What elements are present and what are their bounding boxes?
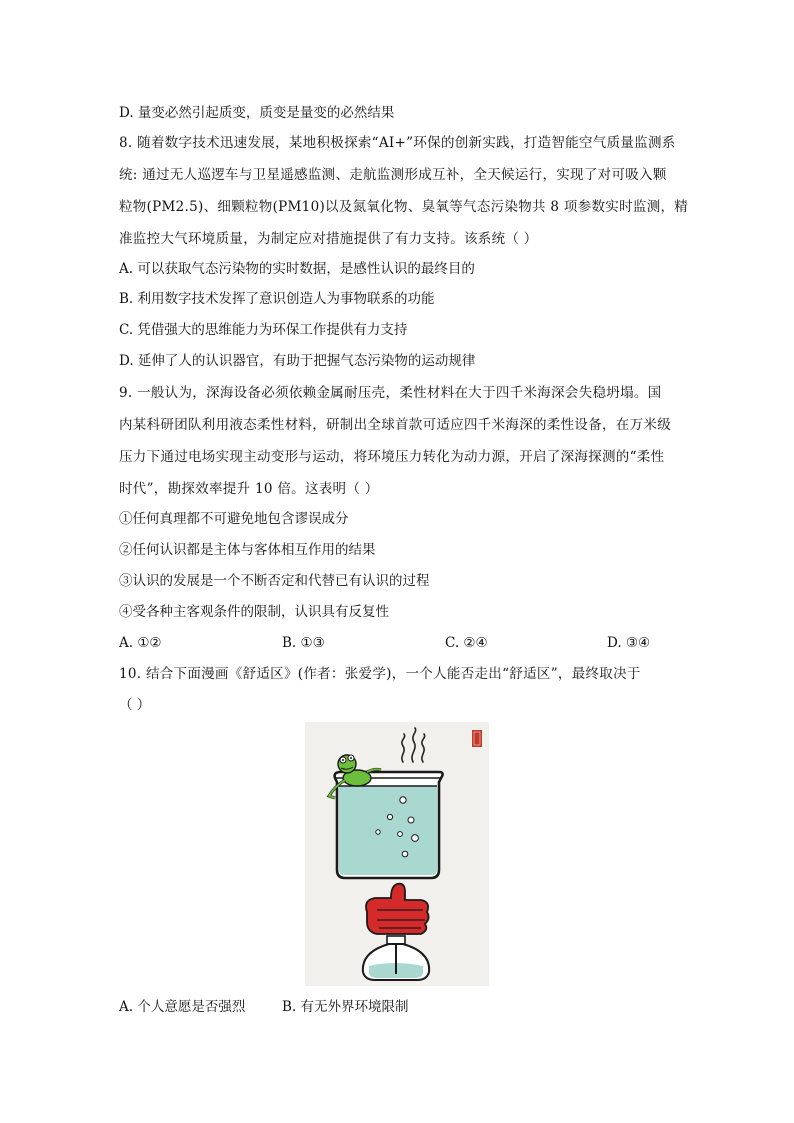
q8-stem-line-4: 准监控大气环境质量，为制定应对措施提供了有力支持。该系统（ ） [119, 231, 538, 247]
q8-stem-line-3: 粒物(PM2.5)、细颗粒物(PM10)以及氮氧化物、臭氧等气态污染物共 8 项参数实时监测，精 [119, 199, 689, 215]
q9-stem-line-1: 9. 一般认为，深海设备必须依赖金属耐压壳，柔性材料在大于四千米海深会失稳坍塌。国 [119, 385, 662, 401]
beaker-water [339, 786, 437, 875]
q10-stem-line-2: （ ） [119, 697, 151, 713]
q8-stem-line-1: 8. 随着数字技术迅速发展，某地积极探索“AI+”环保的创新实践，打造智能空气质量监测系 [119, 135, 676, 151]
beaker-icon [335, 772, 443, 878]
q9-option-b: B. ①③ [282, 635, 325, 651]
q9-option-a: A. ①② [119, 635, 162, 651]
q9-stem-line-3: 压力下通过电场实现主动变形与运动，将环境压力转化为动力源，开启了深海探测的“柔性 [119, 449, 665, 465]
q8-stem-line-2: 统: 通过无人巡逻车与卫星遥感监测、走航监测形成互补，全天候运行，实现了对可吸入颗 [119, 167, 667, 183]
q10-stem-line-1: 10. 结合下面漫画《舒适区》(作者：张爱学)，一个人能否走出“舒适区”，最终取决于 [119, 666, 641, 682]
q9-statement-1: ①任何真理都不可避免地包含谬误成分 [119, 511, 349, 527]
q9-stem-line-2: 内某科研团队利用液态柔性材料，研制出全球首款可适应四千米海深的柔性设备，在万米级 [119, 417, 671, 433]
q10-option-b: B. 有无外界环境限制 [282, 999, 409, 1015]
q9-statement-4: ④受各种主客观条件的限制，认识具有反复性 [119, 604, 389, 620]
q8-option-a: A. 可以获取气态污染物的实时数据，是感性认识的最终目的 [119, 261, 475, 277]
q9-statement-2: ②任何认识都是主体与客体相互作用的结果 [119, 542, 376, 558]
q9-statement-3: ③认识的发展是一个不断否定和代替已有认识的过程 [119, 573, 430, 589]
q8-option-c: C. 凭借强大的思维能力为环保工作提供有力支持 [119, 322, 408, 338]
q9-stem-line-4: 时代”，勘探效率提升 10 倍。这表明（ ） [119, 481, 379, 497]
q9-option-d: D. ③④ [607, 635, 651, 651]
artist-seal-icon [472, 730, 482, 747]
q7-option-d: D. 量变必然引起质变，质变是量变的必然结果 [119, 105, 395, 121]
q10-option-a: A. 个人意愿是否强烈 [119, 999, 246, 1015]
q9-option-c: C. ②④ [445, 635, 488, 651]
q8-option-d: D. 延伸了人的认识器官，有助于把握气态污染物的运动规律 [119, 353, 476, 369]
comfort-zone-cartoon [305, 722, 489, 986]
q8-option-b: B. 利用数字技术发挥了意识创造人为事物联系的功能 [119, 291, 435, 307]
